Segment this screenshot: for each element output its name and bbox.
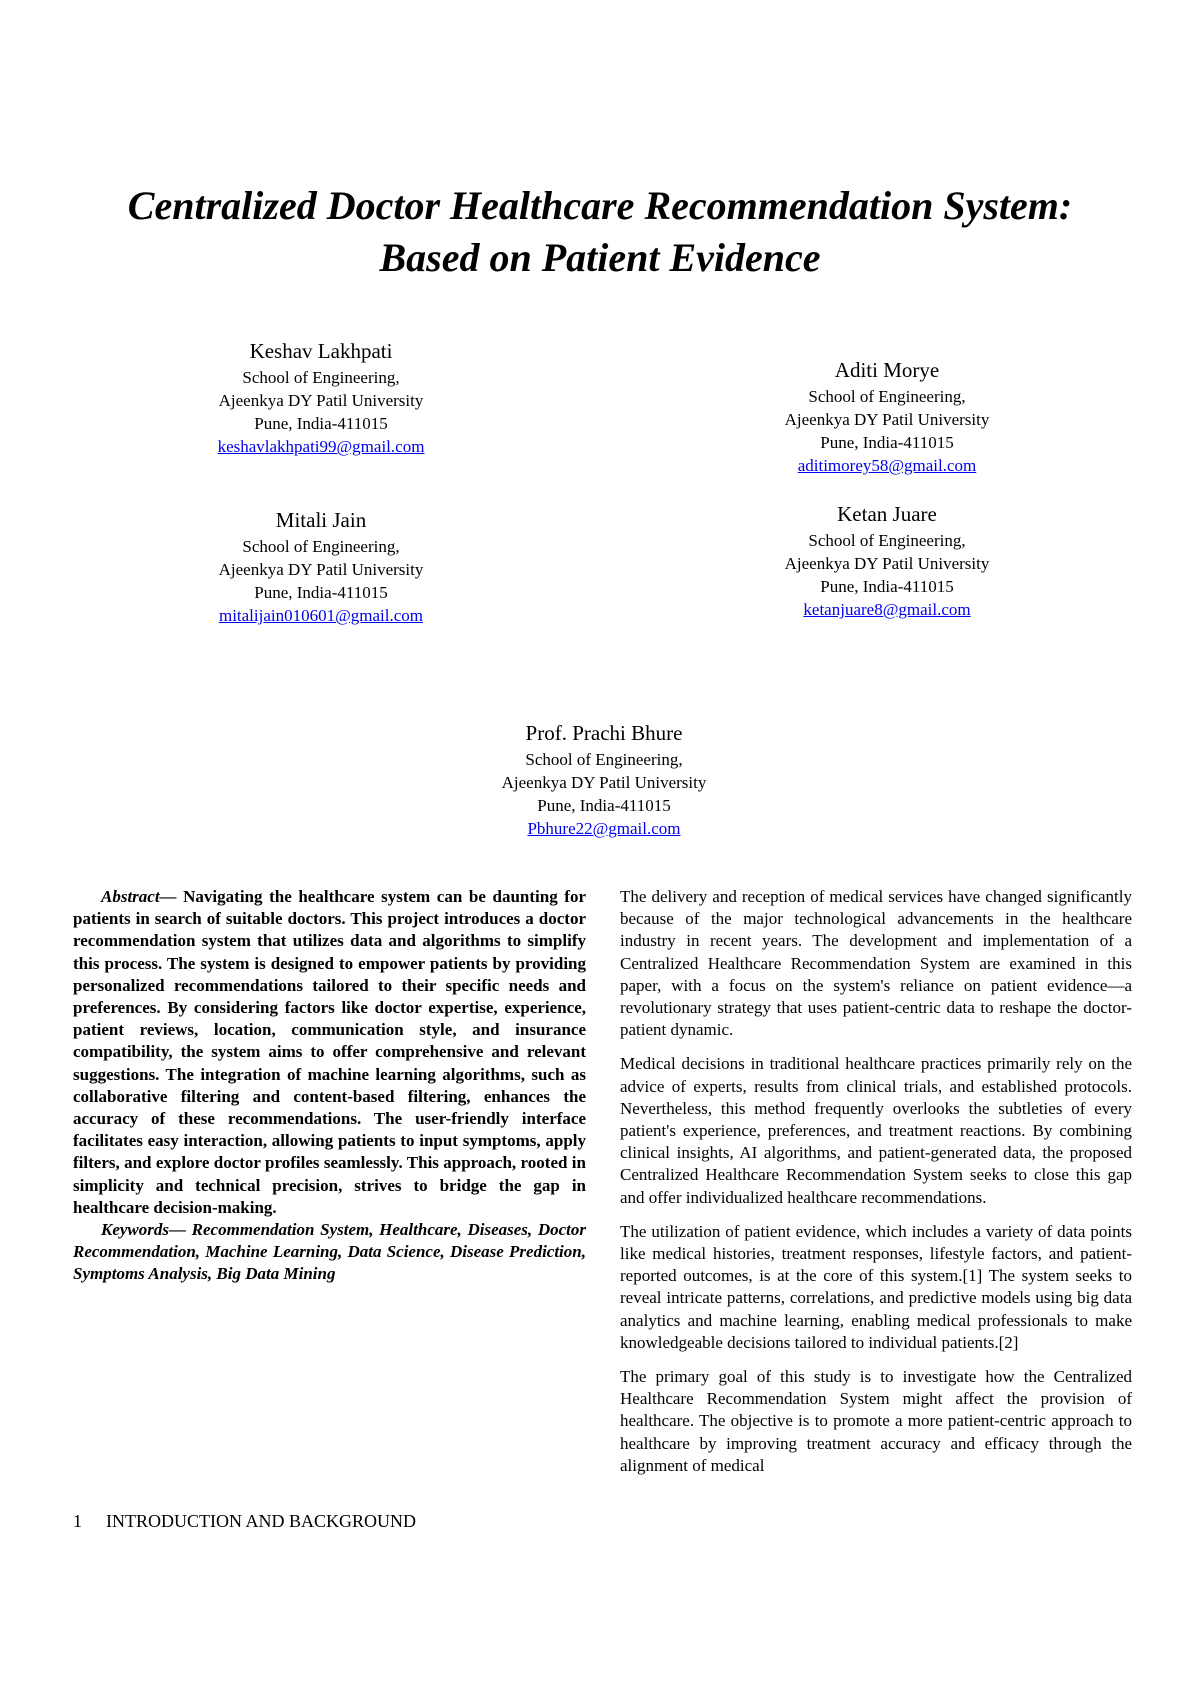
body-paragraph: The delivery and reception of medical services have changed significantly because of the major technological advancements in the healthcare industry in recent years. The development and implementation of a Centralized Healthcare Recommendation System are examined in this paper, with a focus on the system's reliance on patient evidence—a revolutionary strategy that uses patient-centric data to reshape the doctor-patient dynamic. [620, 887, 1132, 1040]
author-email-link[interactable]: keshavlakhpati99@gmail.com [217, 437, 425, 456]
body-paragraph: The primary goal of this study is to investigate how the Centralized Healthcare Recommendation System might affect the provision of healthcare. The objective is to promote a more patient-centric approach to healthcare by improving treatment accuracy and efficacy through the alignment of medical [620, 1367, 1132, 1475]
author-city: Pune, India-411015 [254, 414, 388, 433]
author-department: School of Engineering, [242, 368, 400, 387]
paper-title [60, 180, 1140, 284]
keywords [73, 1219, 586, 1286]
author-email-link[interactable]: mitalijain010601@gmail.com [218, 606, 424, 625]
author-department: School of Engineering, [242, 537, 400, 556]
author-department: School of Engineering, [808, 531, 966, 550]
title-line-1: Centralized Doctor Healthcare Recommendation System: [127, 183, 1073, 228]
author-department: School of Engineering, [525, 750, 683, 769]
author-university: Ajeenkya DY Patil University [218, 391, 424, 410]
author-city: Pune, India-411015 [820, 577, 954, 596]
right-column [620, 886, 1132, 1489]
author-university: Ajeenkya DY Patil University [501, 773, 707, 792]
keywords-label: Keywords— [101, 1220, 186, 1240]
abstract [73, 886, 586, 1219]
body-paragraph: Medical decisions in traditional healthcare practices primarily rely on the advice of experts, results from clinical trials, and established protocols. Nevertheless, this method frequently overlooks the subtleties of every patient's experience, preferences, and treatment reactions. By combining clinical insights, AI algorithms, and patient-generated data, the proposed Centralized Healthcare Recommendation System seeks to close this gap and offer individualized healthcare recommendations. [620, 1054, 1132, 1207]
author-email-link[interactable]: aditimorey58@gmail.com [797, 456, 977, 475]
author-block [414, 718, 794, 840]
section-title: INTRODUCTION AND BACKGROUND [106, 1511, 416, 1531]
author-block [697, 355, 1077, 477]
author-name: Keshav Lakhpati [249, 339, 393, 363]
section-heading [73, 1509, 416, 1533]
section-number: 1 [73, 1511, 82, 1531]
abstract-label: Abstract— [101, 887, 177, 906]
author-city: Pune, India-411015 [254, 583, 388, 602]
author-name: Aditi Morye [834, 358, 940, 382]
keywords-text: Recommendation System, Healthcare, Diseases, Doctor Recommendation, Machine Learning, Data Science, Disease Prediction, Symptoms Analysis, Big Data Mining [73, 1220, 586, 1284]
author-city: Pune, India-411015 [820, 433, 954, 452]
author-city: Pune, India-411015 [537, 796, 671, 815]
title-line-2: Based on Patient Evidence [379, 235, 821, 280]
author-university: Ajeenkya DY Patil University [784, 410, 990, 429]
left-column [73, 886, 586, 1286]
author-block [131, 336, 511, 458]
author-email-link[interactable]: ketanjuare8@gmail.com [803, 600, 971, 619]
author-university: Ajeenkya DY Patil University [218, 560, 424, 579]
body-paragraph: The utilization of patient evidence, which includes a variety of data points like medical histories, treatment responses, lifestyle factors, and patient-reported outcomes, is at the core of this system.[1] The system seeks to reveal intricate patterns, correlations, and predictive models using big data analytics and machine learning, enabling medical professionals to make knowledgeable decisions tailored to individual patients.[2] [620, 1221, 1132, 1352]
author-university: Ajeenkya DY Patil University [784, 554, 990, 573]
author-name: Prof. Prachi Bhure [525, 721, 683, 745]
abstract-text: Navigating the healthcare system can be daunting for patients in search of suitable doctors. This project introduces a doctor recommendation system that utilizes data and algorithms to simplify this process. The system is designed to empower patients by providing personalized recommendations tailored to their specific needs and preferences. By considering factors like doctor expertise, experience, patient reviews, location, communication style, and insurance compatibility, the system aims to offer comprehensive and relevant suggestions. The integration of machine learning algorithms, such as collaborative filtering and content-based filtering, enhances the accuracy of these recommendations. The user-friendly interface facilitates easy interaction, allowing patients to input symptoms, apply filters, and explore doctor profiles seamlessly. This approach, rooted in simplicity and technical precision, strives to bridge the gap in healthcare decision-making. [73, 887, 586, 1217]
author-email-link[interactable]: Pbhure22@gmail.com [527, 819, 681, 838]
author-name: Mitali Jain [275, 508, 367, 532]
author-name: Ketan Juare [837, 502, 937, 526]
author-block [131, 505, 511, 627]
author-department: School of Engineering, [808, 387, 966, 406]
author-block [697, 499, 1077, 621]
